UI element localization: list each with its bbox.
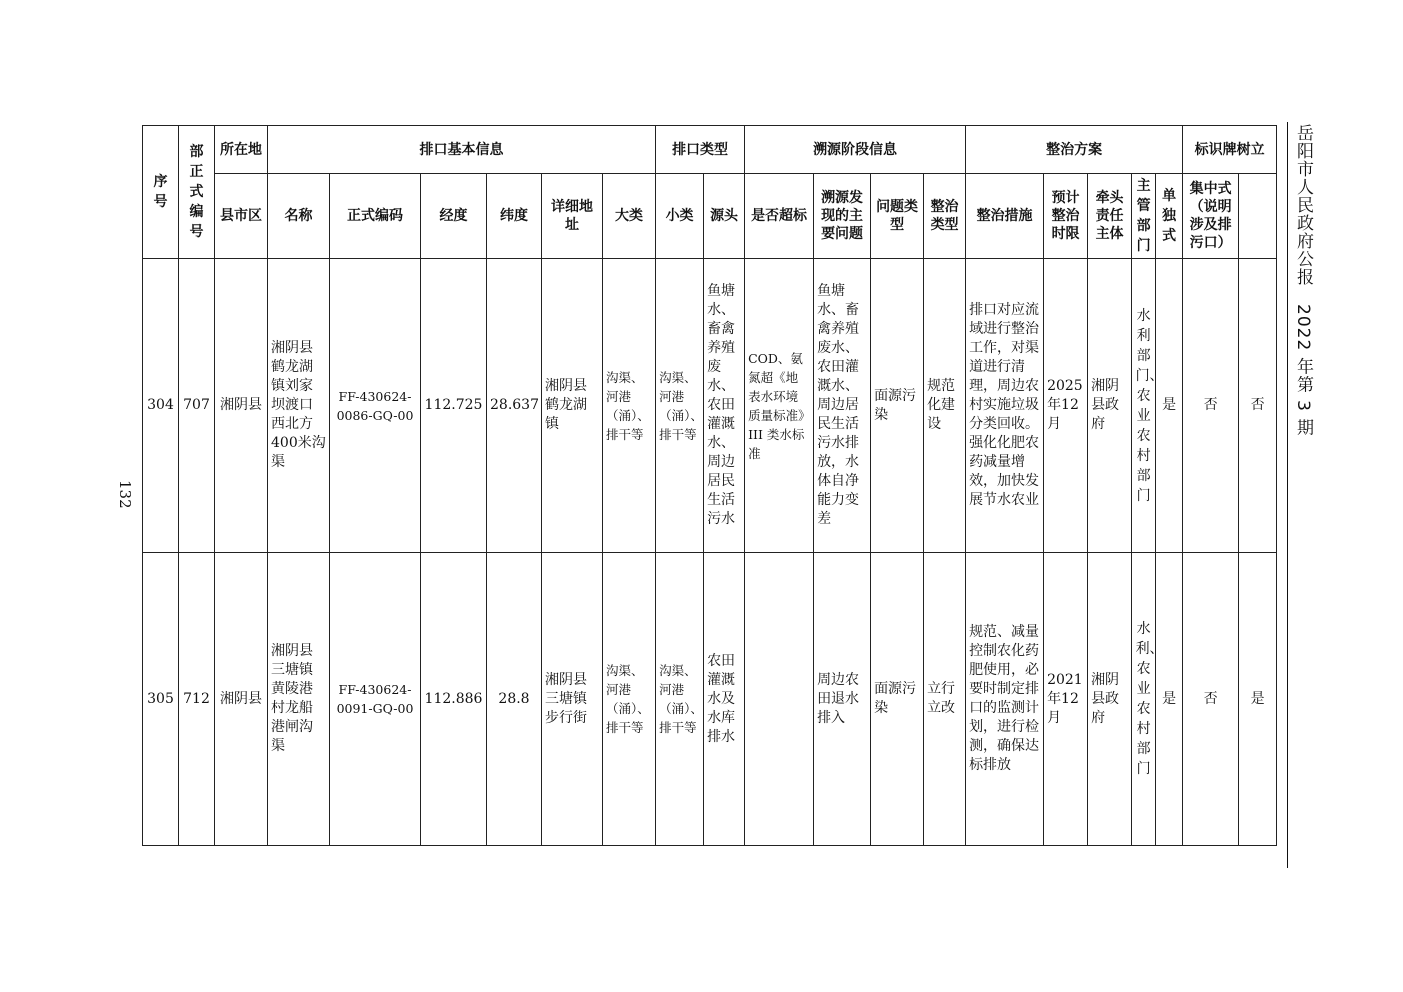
header-name: 名称 xyxy=(268,174,330,259)
publication-title: 岳阳市人民政府公报 2022 年第 3 期 xyxy=(1293,124,1313,437)
header-lead: 牵头责任主体 xyxy=(1088,174,1132,259)
cell-deadline: 2021年12月 xyxy=(1044,553,1088,846)
header-trace-info: 溯源阶段信息 xyxy=(745,126,966,174)
header-central: 集中式（说明涉及排污口） xyxy=(1183,174,1239,259)
cell-county: 湘阴县 xyxy=(215,259,268,553)
cell-longitude: 112.886 xyxy=(421,553,487,846)
cell-major: 沟渠、河港（涌）、排干等 xyxy=(603,553,656,846)
cell-seq: 304 xyxy=(143,259,179,553)
header-sign: 标识牌树立 xyxy=(1183,126,1277,174)
header-dept-code: 部正式编号 xyxy=(179,126,215,259)
header-exceed: 是否超标 xyxy=(745,174,814,259)
cell-plan-type: 规范化建设 xyxy=(924,259,966,553)
cell-latitude: 28.8 xyxy=(487,553,542,846)
header-basic-info: 排口基本信息 xyxy=(268,126,656,174)
cell-lead: 湘阴县政府 xyxy=(1088,553,1132,846)
header-dept: 主管部门 xyxy=(1132,174,1156,259)
cell-central: 否 xyxy=(1183,259,1239,553)
cell-measures: 规范、减量控制农化药肥使用，必要时制定排口的监测计划，进行检测，确保达标排放 xyxy=(966,553,1044,846)
cell-longitude: 112.725 xyxy=(421,259,487,553)
cell-county: 湘阴县 xyxy=(215,553,268,846)
header-latitude: 纬度 xyxy=(487,174,542,259)
cell-done: 是 xyxy=(1239,553,1277,846)
header-measures: 整治措施 xyxy=(966,174,1044,259)
cell-main-problem: 周边农田退水排入 xyxy=(814,553,871,846)
cell-major: 沟渠、河港（涌）、排干等 xyxy=(603,259,656,553)
header-county: 县市区 xyxy=(215,174,268,259)
cell-source: 农田灌溉水及水库排水 xyxy=(704,553,745,846)
header-main-problem: 溯源发现的主要问题 xyxy=(814,174,871,259)
table-header xyxy=(143,126,1277,259)
header-location: 所在地 xyxy=(215,126,268,174)
cell-latitude: 28.637 xyxy=(487,259,542,553)
cell-main-problem: 鱼塘水、畜禽养殖废水、农田灌溉水、周边居民生活污水排放，水体自净能力变差 xyxy=(814,259,871,553)
table-row xyxy=(143,259,1277,553)
header-deadline: 预计整治时限 xyxy=(1044,174,1088,259)
cell-dept: 水利、农业农村部门 xyxy=(1132,553,1156,846)
outlet-table xyxy=(142,125,1277,846)
cell-problem-type: 面源污染 xyxy=(871,259,924,553)
header-minor: 小类 xyxy=(656,174,704,259)
cell-seq: 305 xyxy=(143,553,179,846)
cell-address: 湘阴县三塘镇步行街 xyxy=(542,553,603,846)
cell-plan-type: 立行立改 xyxy=(924,553,966,846)
cell-name: 湘阴县鹤龙湖镇刘家坝渡口西北方400米沟渠 xyxy=(268,259,330,553)
cell-single: 是 xyxy=(1156,259,1183,553)
cell-deadline: 2025年12月 xyxy=(1044,259,1088,553)
table-row xyxy=(143,553,1277,846)
cell-central: 否 xyxy=(1183,553,1239,846)
cell-problem-type: 面源污染 xyxy=(871,553,924,846)
header-single: 单独式 xyxy=(1156,174,1183,259)
cell-formal-code: FF-430624-0086-GQ-00 xyxy=(330,259,421,553)
header-seq: 序号 xyxy=(143,126,179,259)
cell-formal-code: FF-430624-0091-GQ-00 xyxy=(330,553,421,846)
header-address: 详细地址 xyxy=(542,174,603,259)
header-longitude: 经度 xyxy=(421,174,487,259)
cell-dept-code: 712 xyxy=(179,553,215,846)
margin-rule xyxy=(1287,122,1288,868)
page-number: 132 xyxy=(116,480,134,509)
header-formal-code: 正式编码 xyxy=(330,174,421,259)
cell-exceed xyxy=(745,553,814,846)
cell-measures: 排口对应流域进行整治工作，对渠道进行清理，周边农村实施垃圾分类回收。强化化肥农药减量增效，加快发展节水农业 xyxy=(966,259,1044,553)
cell-exceed: COD、氨氮超《地表水环境质量标准》III 类水标准 xyxy=(745,259,814,553)
cell-dept-code: 707 xyxy=(179,259,215,553)
cell-done: 否 xyxy=(1239,259,1277,553)
header-problem-type: 问题类型 xyxy=(871,174,924,259)
header-plan-type: 整治类型 xyxy=(924,174,966,259)
cell-minor: 沟渠、河港（涌）、排干等 xyxy=(656,259,704,553)
header-plan: 整治方案 xyxy=(966,126,1183,174)
cell-single: 是 xyxy=(1156,553,1183,846)
cell-dept: 水利部门、农业农村部门 xyxy=(1132,259,1156,553)
cell-minor: 沟渠、河港（涌）、排干等 xyxy=(656,553,704,846)
cell-source: 鱼塘水、畜禽养殖废水、农田灌溉水、周边居民生活污水 xyxy=(704,259,745,553)
header-source: 源头 xyxy=(704,174,745,259)
cell-name: 湘阴县三塘镇黄陵港村龙船港闸沟渠 xyxy=(268,553,330,846)
header-outlet-type: 排口类型 xyxy=(656,126,745,174)
header-major: 大类 xyxy=(603,174,656,259)
cell-address: 湘阴县鹤龙湖镇 xyxy=(542,259,603,553)
cell-lead: 湘阴县政府 xyxy=(1088,259,1132,553)
